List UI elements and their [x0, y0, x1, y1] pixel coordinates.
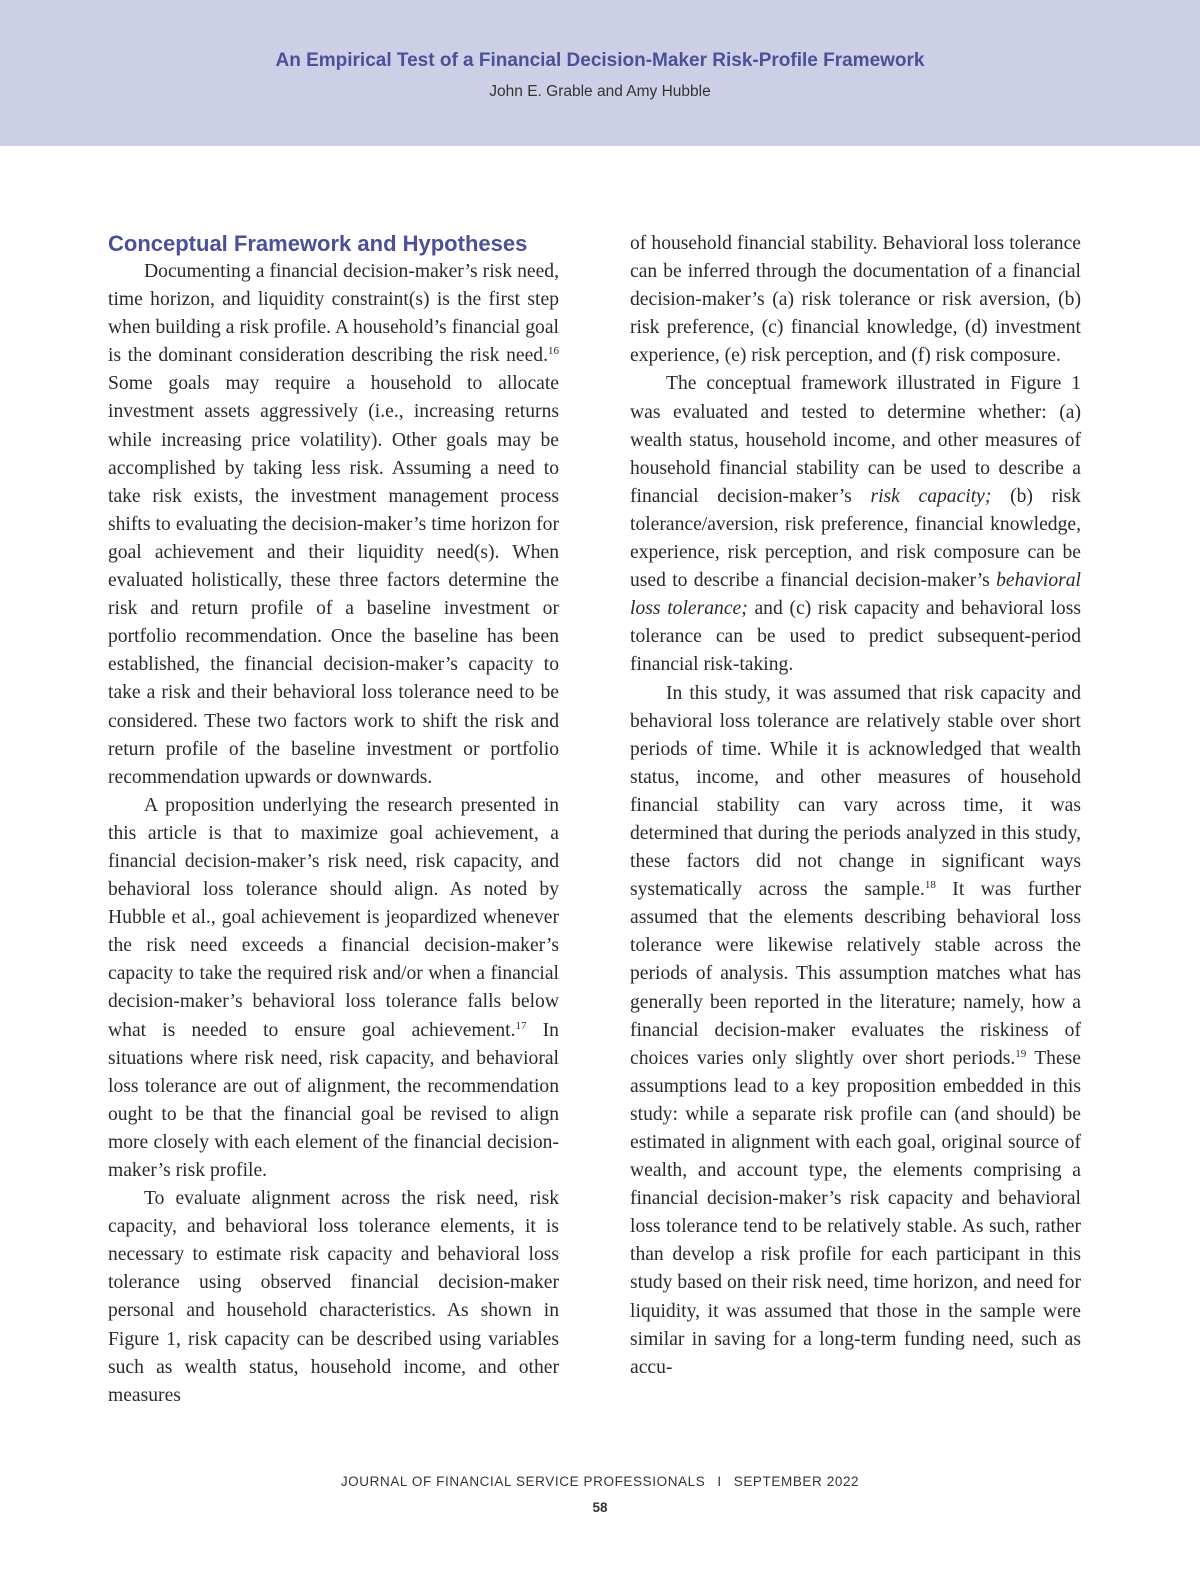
right-paragraph-continued: of household financial stability. Behavioral loss tolerance can be inferred through the documentation of a financial decision-maker’s (a) risk tolerance or risk aversion, (b) risk preference, (c) financial knowledge, (d) investment experience, (e) risk perception, and (f) risk composure. — [630, 233, 1081, 367]
journal-name: JOURNAL OF FINANCIAL SERVICE PROFESSIONALS — [340, 1474, 706, 1489]
paragraph-text: These assumptions lead to a key proposition embedded in this study: while a separate risk profile can (and should) be estimated in alignment with each goal, original source of wealth, and account type, the elements comprising a financial decision-maker’s risk capacity and behavioral loss tolerance tend to be relatively stable. As such, rather than develop a risk profile for each participant in this study based on their risk need, time horizon, and need for liquidity, it was assumed that those in the sample were similar in saving for a long-term funding need, such as accu- — [630, 1047, 1081, 1378]
left-paragraph-2 — [108, 792, 559, 1185]
footer — [0, 1474, 1200, 1489]
article-authors: John E. Grable and Amy Hubble — [489, 83, 711, 100]
section-heading: Conceptual Framework and Hypotheses — [108, 231, 528, 256]
left-column — [108, 226, 559, 1410]
footnote-ref-19: 19 — [1015, 1047, 1027, 1060]
issue-date: SEPTEMBER 2022 — [733, 1474, 860, 1489]
paragraph-text: Some goals may require a household to allocate investment assets aggressively (i.e., increasing returns while increasing price volatility). Other goals may be accomplished by taking less risk. Assuming a need to take risk exists, the investment management process shifts to evaluating the decision-maker’s time horizon for goal achievement and their liquidity need(s). When evaluated holistically, these three factors determine the risk and return profile of a baseline investment or portfolio recommendation. Once the baseline has been established, the financial decision-maker’s capacity to take a risk and their behavioral loss tolerance need to be considered. These two factors work to shift the risk and return profile of the baseline investment or portfolio recommendation upwards or downwards. — [108, 373, 559, 788]
footnote-ref-17: 17 — [515, 1019, 527, 1032]
emphasis-risk-capacity: risk capacity; — [870, 485, 992, 507]
right-column — [630, 230, 1081, 1382]
page-number: 58 — [592, 1500, 608, 1515]
header-band — [0, 0, 1200, 146]
footer-separator: I — [717, 1474, 722, 1489]
paragraph-text: A proposition underlying the research presented in this article is that to maximize goal achievement, a financial decision-maker’s risk need, risk capacity, and behavioral loss tolerance should align. As noted by Hubble et al., goal achievement is jeopardized whenever the risk need exceeds a financial decision-maker’s capacity to take the required risk and/or when a financial decision-maker’s behavioral loss tolerance falls below what is needed to ensure goal achievement. — [108, 794, 559, 1041]
right-paragraph-1 — [630, 370, 1081, 679]
paragraph-text: In this study, it was assumed that risk capacity and behavioral loss tolerance are relatively stable over short periods of time. While it is acknowledged that wealth status, income, and other measures of household financial stability can vary across time, it was determined that during the periods analyzed in this study, these factors did not change in significant ways systematically across the sample. — [630, 682, 1081, 901]
right-paragraph-2 — [630, 680, 1081, 1382]
footnote-ref-16: 16 — [548, 345, 559, 358]
article-title: An Empirical Test of a Financial Decision-Maker Risk-Profile Framework — [275, 50, 925, 71]
paragraph-text: In situations where risk need, risk capacity, and behavioral loss tolerance are out of alignment, the recommendation ought to be that the financial goal be revised to align more closely with each element of the financial decision-maker’s risk profile. — [108, 1019, 559, 1181]
paragraph-text: Documenting a financial decision-maker’s risk need, time horizon, and liquidity constraint(s) is the first step when building a risk profile. A household’s financial goal is the dominant consideration describing the risk need. — [108, 261, 559, 367]
left-paragraph-3: To evaluate alignment across the risk need, risk capacity, and behavioral loss tolerance elements, it is necessary to estimate risk capacity and behavioral loss tolerance using observed financial decision-maker personal and household characteristics. As shown in Figure 1, risk capacity can be described using variables such as wealth status, household income, and other measures — [108, 1188, 559, 1406]
emphasis-behavioral-loss-tolerance: behavioral loss tolerance; — [630, 570, 1081, 620]
footnote-ref-18: 18 — [924, 879, 936, 892]
paragraph-text: It was further assumed that the elements describing behavioral loss tolerance were likewise relatively stable across the periods of analysis. This assumption matches what has generally been reported in the literature; namely, how a financial decision-maker evaluates the riskiness of choices varies only slightly over short periods. — [630, 879, 1081, 1069]
paragraph-text: and (c) risk capacity and behavioral loss tolerance can be used to predict subsequent-period financial risk-taking. — [630, 598, 1081, 676]
paragraph-text: (b) risk tolerance/aversion, risk preference, financial knowledge, experience, risk perception, and risk composure can be used to describe a financial decision-maker’s — [630, 485, 1081, 592]
paragraph-text: The conceptual framework illustrated in Figure 1 was evaluated and tested to determine whether: (a) wealth status, household income, and other measures of household financial stability can be used to describe a financial decision-maker’s — [630, 373, 1081, 507]
left-paragraph-1 — [108, 258, 559, 792]
